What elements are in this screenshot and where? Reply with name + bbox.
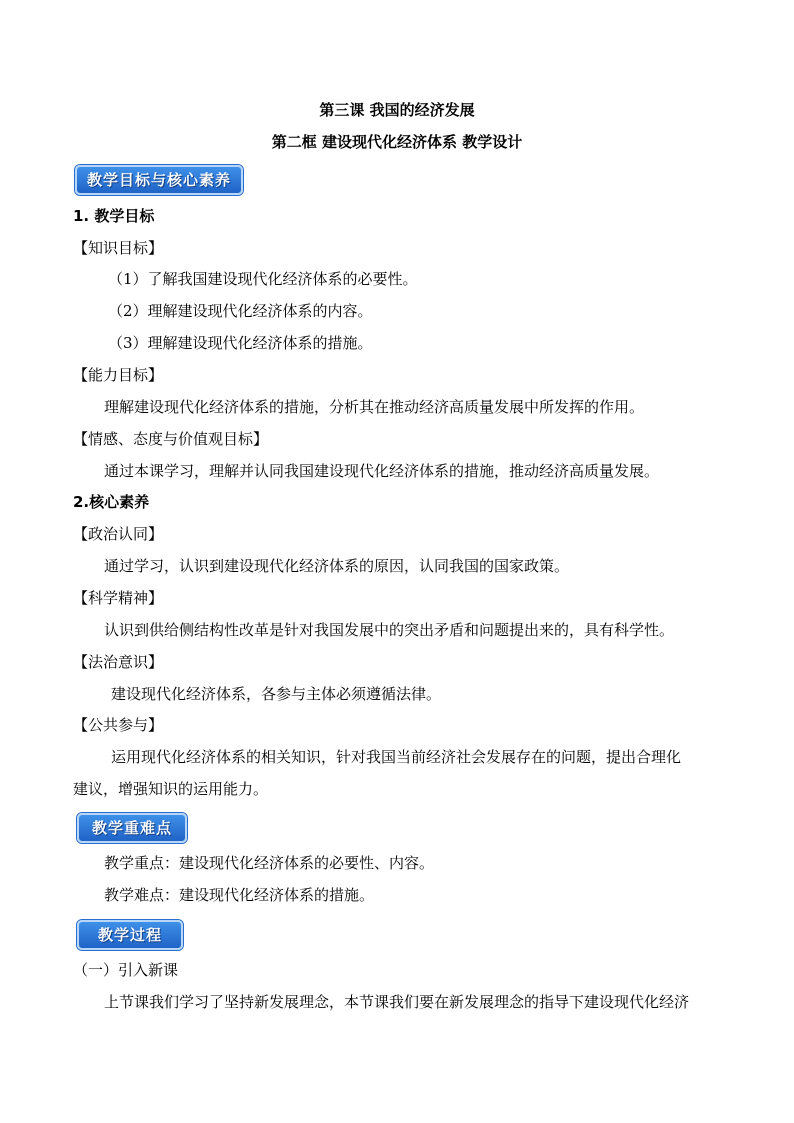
political-text: 通过学习，认识到建设现代化经济体系的原因，认同我国的国家政策。 xyxy=(104,557,570,575)
banner-key-points: 教学重难点 xyxy=(77,813,187,843)
emotion-label: 【情感、态度与价值观目标】 xyxy=(73,430,269,448)
ability-label: 【能力目标】 xyxy=(73,366,164,384)
political-label: 【政治认同】 xyxy=(73,525,164,543)
emotion-text: 通过本课学习，理解并认同我国建设现代化经济体系的措施，推动经济高质量发展。 xyxy=(104,462,660,480)
process-step-label: （一）引入新课 xyxy=(73,961,179,979)
objectives-heading: 1. 教学目标 xyxy=(73,207,155,225)
knowledge-item: （2）理解建设现代化经济体系的内容。 xyxy=(108,302,373,320)
banner-process: 教学过程 xyxy=(77,920,183,950)
section-title: 第二框 建设现代化经济体系 教学设计 xyxy=(271,133,523,151)
key-focus-text: 教学重点：建设现代化经济体系的必要性、内容。 xyxy=(104,854,435,872)
public-text-line1: 运用现代化经济体系的相关知识，针对我国当前经济社会发展存在的问题，提出合理化 xyxy=(111,748,682,766)
knowledge-item: （3）理解建设现代化经济体系的措施。 xyxy=(108,334,373,352)
law-text: 建设现代化经济体系，各参与主体必须遵循法律。 xyxy=(111,685,442,703)
ability-text: 理解建设现代化经济体系的措施，分析其在推动经济高质量发展中所发挥的作用。 xyxy=(104,398,645,416)
science-text: 认识到供给侧结构性改革是针对我国发展中的突出矛盾和问题提出来的，具有科学性。 xyxy=(104,621,675,639)
literacy-heading: 2.核心素养 xyxy=(73,493,150,511)
knowledge-item: （1）了解我国建设现代化经济体系的必要性。 xyxy=(108,270,418,288)
public-text-line2: 建议，增强知识的运用能力。 xyxy=(73,780,269,798)
lesson-title: 第三课 我国的经济发展 xyxy=(319,101,475,119)
knowledge-label: 【知识目标】 xyxy=(73,239,164,257)
law-label: 【法治意识】 xyxy=(73,653,164,671)
banner-objectives: 教学目标与核心素养 xyxy=(75,165,243,195)
science-label: 【科学精神】 xyxy=(73,589,164,607)
public-label: 【公共参与】 xyxy=(73,716,164,734)
key-difficulty-text: 教学难点：建设现代化经济体系的措施。 xyxy=(104,886,375,904)
process-step-text: 上节课我们学习了坚持新发展理念，本节课我们要在新发展理念的指导下建设现代化经济 xyxy=(104,993,690,1011)
